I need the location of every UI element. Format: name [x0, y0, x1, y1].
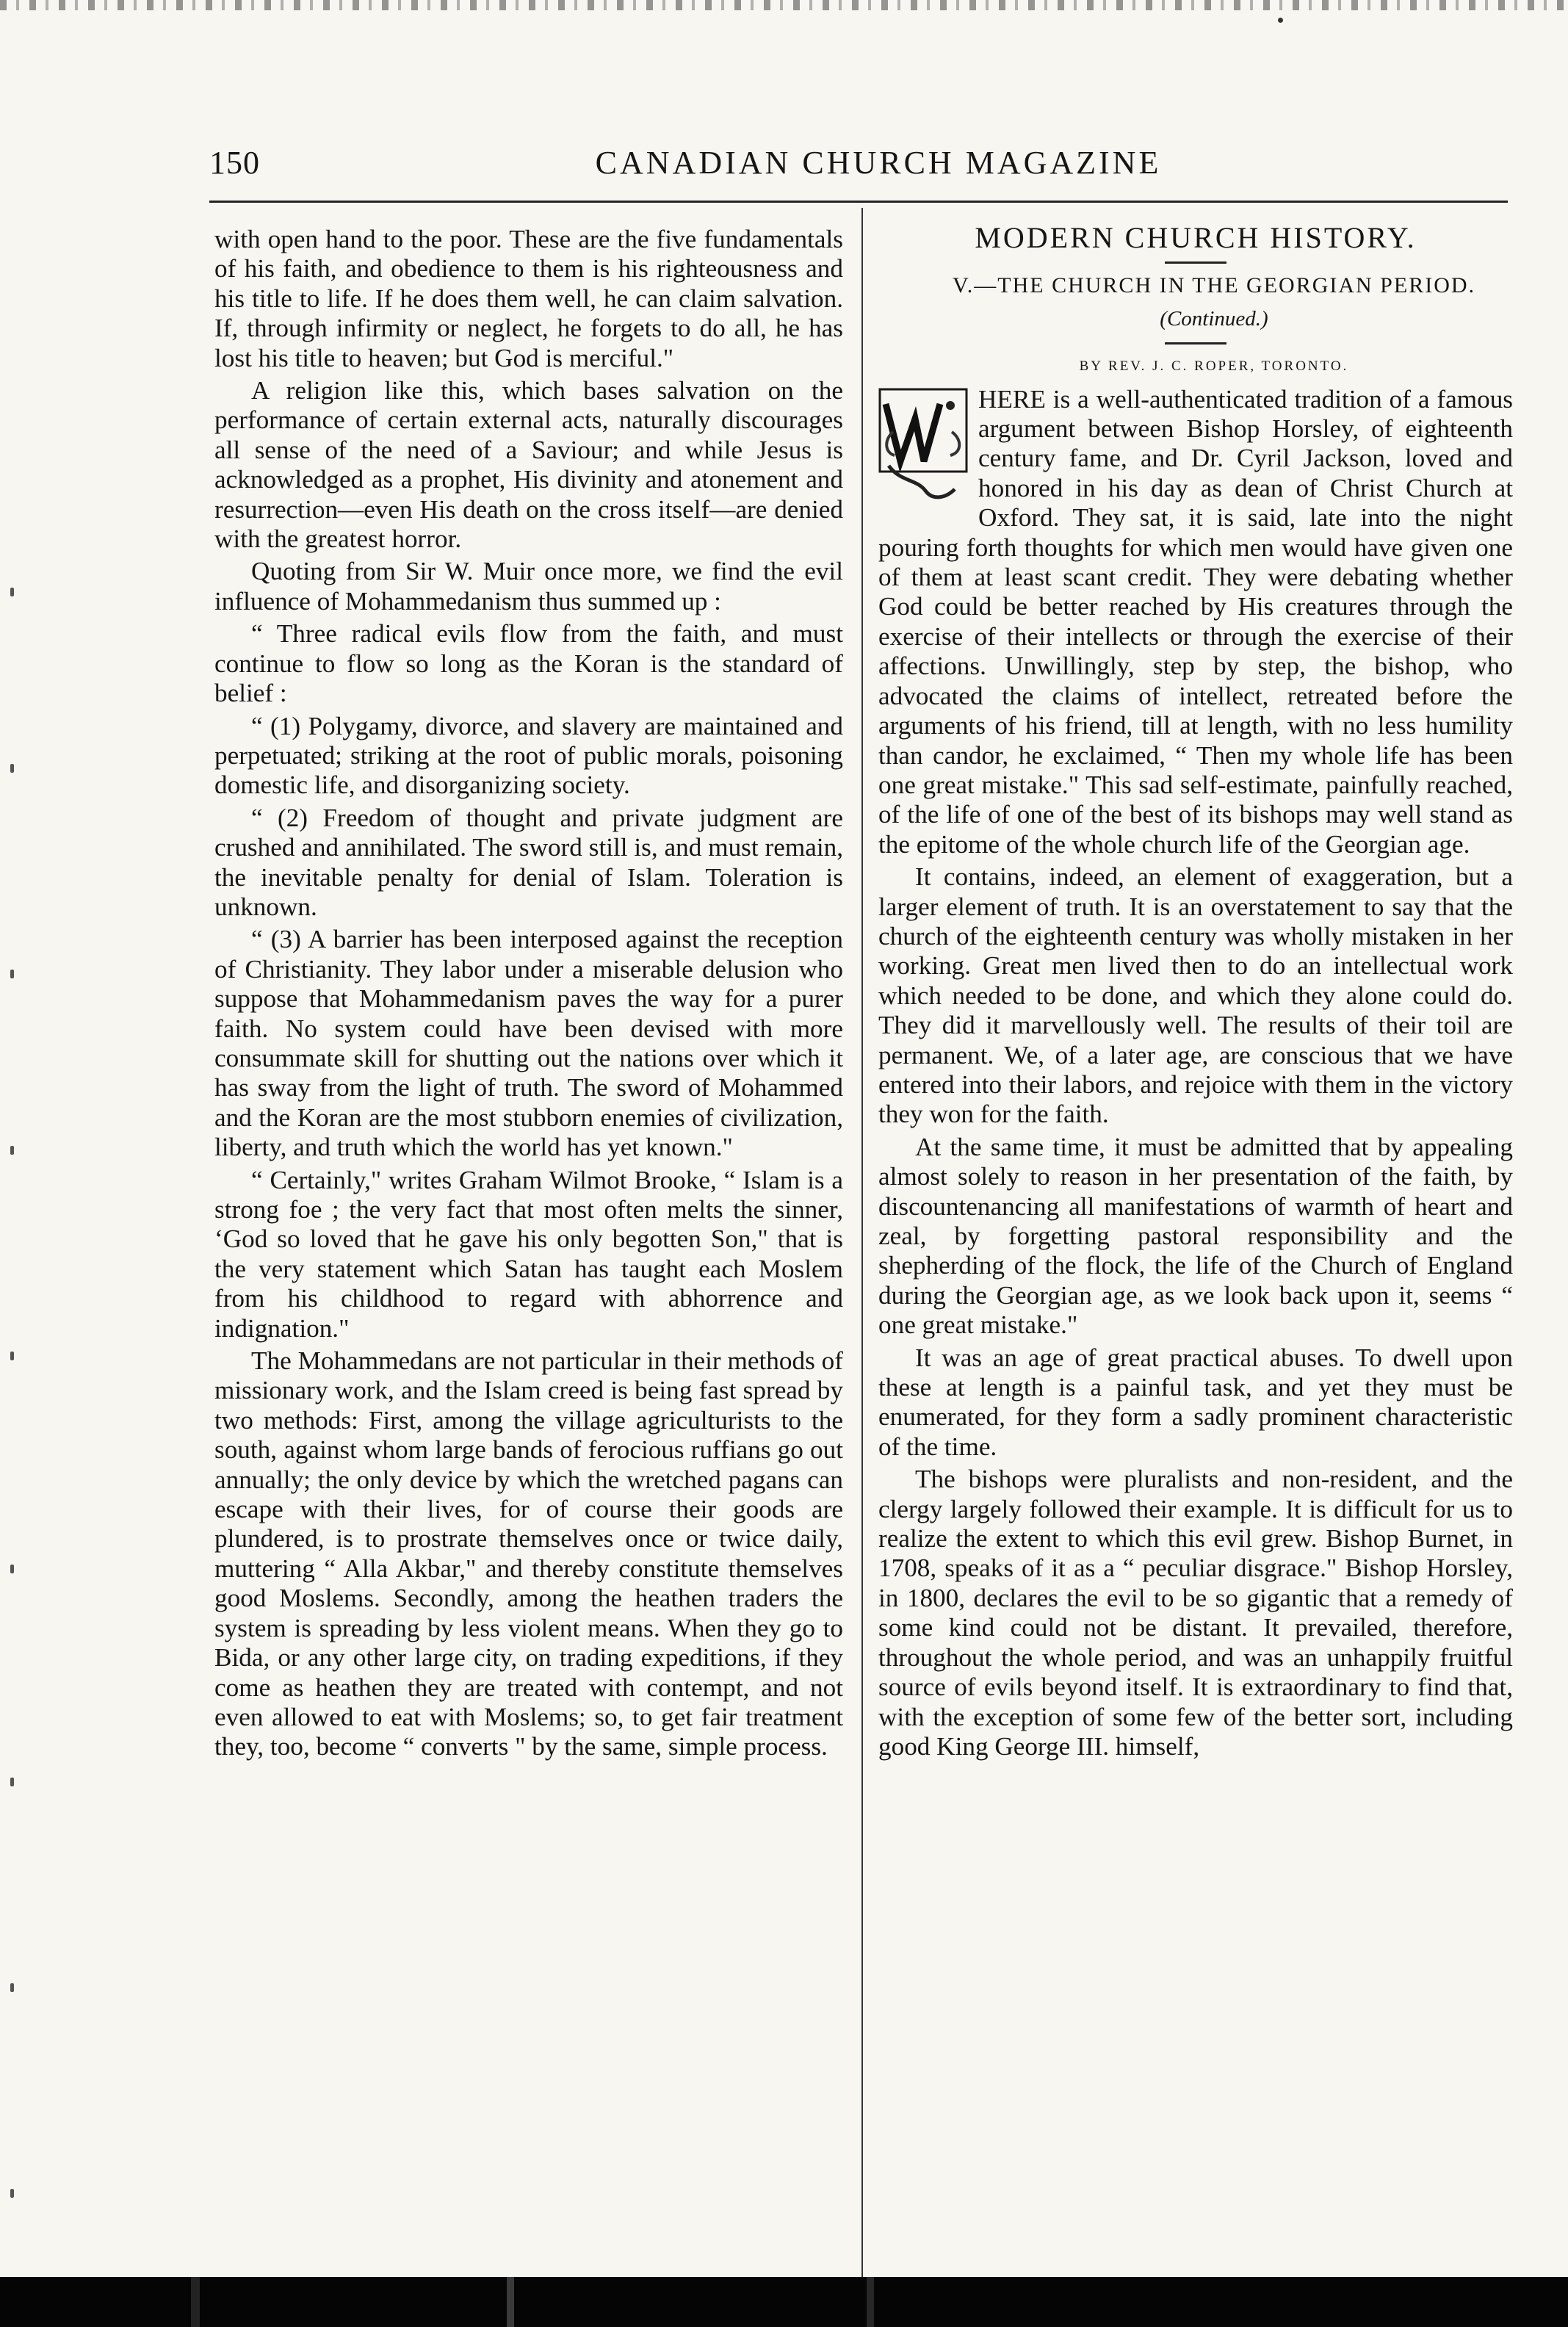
quote-paragraph: “ (1) Polygamy, divorce, and slavery are maintained and perpetuated; striking at the root of public morals, poisoning domestic life, and disorganizing society. [214, 711, 843, 800]
quote-paragraph: “ (3) A barrier has been interposed against the reception of Christianity. They labor under a miserable delusion who suppose that Mohammedanism paves the way for a purer faith. No system could have been devised with more consummate skill for shutting out the nations over which it has sway from the light of truth. The sword of Mohammed and the Koran are the most stubborn enemies of civilization, liberty, and truth which the world has yet known." [214, 925, 843, 1162]
opening-paragraph [878, 385, 1513, 860]
body-paragraph: It contains, indeed, an element of exaggeration, but a larger element of truth. It is an overstatement to say that the church of the eighteenth century was wholly mistaken in her working. Great men lived then to do an intellectual work which needed to be done, and which they alone could do. They did it marvellously well. The results of their toil are permanent. We, of a later age, are conscious that we have entered into their labors, and rejoice with them in the victory they won for the faith. [878, 862, 1513, 1129]
body-paragraph: It was an age of great practical abuses. To dwell upon these at length is a painful task, and yet they must be enumerated, for they form a sadly prominent characteristic of the time. [878, 1343, 1513, 1461]
right-column [878, 221, 1513, 1761]
body-paragraph: with open hand to the poor. These are the five fundamentals of his faith, and obedience to them is his righteousness and his title to life. If he does them well, he can claim salvation. If, through infirmity or neglect, he forgets to do all, he has lost his title to heaven; but God is merciful." [214, 225, 843, 372]
body-paragraph: A religion like this, which bases salvation on the performance of certain external acts, naturally discourages all sense of the need of a Saviour; and while Jesus is acknowledged as a prophet, His divinity and atonement and resurrection—even His death on the cross itself—are denied with the greatest horror. [214, 376, 843, 554]
continued-note: (Continued.) [1160, 306, 1268, 331]
quote-paragraph: “ (2) Freedom of thought and private judgment are crushed and annihilated. The sword still is, and must remain, the inevitable penalty for denial of Islam. Toleration is unknown. [214, 803, 843, 921]
scan-edge-bottom [0, 2277, 1568, 2327]
quote-paragraph: “ Certainly," writes Graham Wilmot Brooke, “ Islam is a strong foe ; the very fact that most often melts the sinner, ‘God so loved that he gave his only begotten Son," that is the very statement which Satan has taught each Moslem from his childhood to regard with abhorrence and indignation." [214, 1165, 843, 1343]
running-head: CANADIAN CHURCH MAGAZINE [595, 145, 1162, 181]
article-subtitle: V.—THE CHURCH IN THE GEORGIAN PERIOD. [952, 273, 1476, 298]
title-rule [1165, 261, 1226, 264]
opening-paragraph-text: HERE is a well-authenticated tradition of a famous argument between Bishop Horsley, of eighteenth century fame, and Dr. Cyril Jackson, loved and honored in his day as dean of Christ Church at Oxford. They sat, it is said, late into the night pouring forth thoughts for which men would have given one of them at least scant credit. They were debating whether God could be better reached by His creatures through the exercise of their intellects or through the exercise of their affections. Unwillingly, step by step, the bishop, who advocated the claims of intellect, retreated before the arguments of his friend, till at length, with no less humility than candor, he exclaimed, “ Then my whole life has been one great mistake." This sad self-estimate, painfully reached, of the life of one of the best of its bishops may well stand as the epitome of the whole church life of the Georgian age. [878, 384, 1513, 859]
quote-paragraph: “ Three radical evils flow from the faith, and must continue to flow so long as the Koran is the standard of belief : [214, 619, 843, 708]
page-number: 150 [209, 145, 260, 181]
body-paragraph: The bishops were pluralists and non-resident, and the clergy largely followed their example. It is difficult for us to realize the extent to which this evil grew. Bishop Burnet, in 1708, speaks of it as a “ peculiar disgrace." Bishop Horsley, in 1800, declares the evil to be so gigantic that a remedy of some kind could not be distant. It prevailed, therefore, throughout the whole period, and was an unhappily fruitful source of evils beyond itself. It is extraordinary to find that, with the exception of some few of the better sort, including good King George III. himself, [878, 1465, 1513, 1761]
byline-rule [1165, 342, 1226, 344]
article-byline: BY REV. J. C. ROPER, TORONTO. [1079, 358, 1349, 375]
margin-specks [7, 588, 22, 2277]
body-paragraph: The Mohammedans are not particular in their methods of missionary work, and the Islam creed is being fast spread by two methods: First, among the village agriculturists to the south, against whom large bands of ferocious ruffians go out annually; the only device by which the wretched pagans can escape with their lives, for of course their goods are plundered, is to prostrate themselves once or twice daily, muttering “ Alla Akbar," and thereby constitute themselves good Moslems. Secondly, among the heathen traders the system is spreading by less violent means. When they go to Bida, or any other large city, on trading expeditions, if they come as heathen they are treated with contempt, and not even allowed to eat with Moslems; so, to get fair treatment they, too, become “ converts " by the same, simple process. [214, 1346, 843, 1761]
ornamental-initial-w-icon [878, 388, 968, 504]
body-paragraph: At the same time, it must be admitted that by appealing almost solely to reason in her presentation of the faith, by discountenancing all manifestations of warmth of heart and zeal, by forgetting pastoral responsibility and the shepherding of the flock, the life of the Church of England during the Georgian age, as we look back upon it, seems “ one great mistake." [878, 1132, 1513, 1340]
body-paragraph: Quoting from Sir W. Muir once more, we find the evil influence of Mohammedanism thus summed up : [214, 557, 843, 616]
column-divider [861, 208, 863, 2309]
scan-speck [1278, 18, 1283, 23]
page-header [209, 144, 1518, 195]
article-title: MODERN CHURCH HISTORY. [975, 221, 1417, 254]
scan-edge-top [0, 0, 1568, 10]
header-rule [209, 201, 1508, 203]
left-column [214, 225, 843, 1762]
